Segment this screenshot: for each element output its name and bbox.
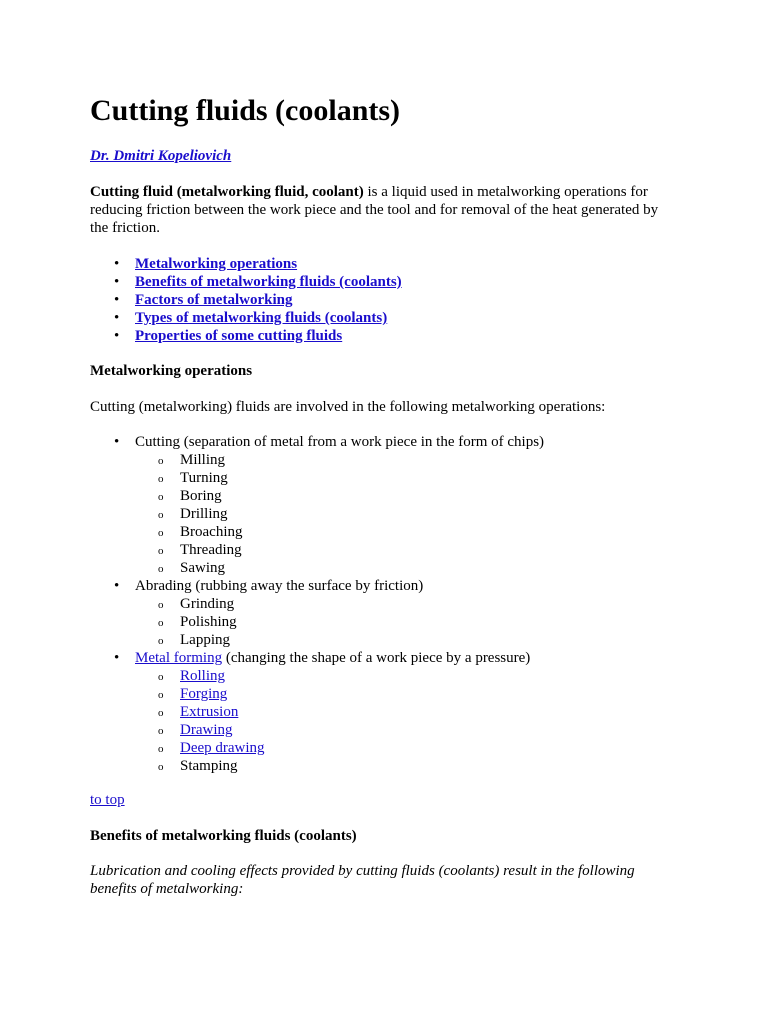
operation-label bbox=[135, 649, 544, 667]
toc-item bbox=[90, 255, 402, 273]
list-item: o Lapping bbox=[135, 631, 544, 649]
link-drawing[interactable]: Drawing bbox=[180, 722, 233, 738]
operation-sublist bbox=[135, 595, 544, 649]
list-item bbox=[135, 667, 544, 685]
link-rolling[interactable]: Rolling bbox=[180, 668, 226, 684]
operation-label: • Abrading (rubbing away the surface by friction) bbox=[135, 578, 424, 594]
list-item bbox=[135, 685, 544, 703]
toc-item bbox=[90, 327, 402, 345]
author-line bbox=[90, 147, 231, 165]
operation-item-cutting bbox=[90, 433, 544, 577]
toc-link-benefits[interactable]: Benefits of metalworking fluids (coolants) bbox=[135, 274, 402, 290]
list-item bbox=[135, 721, 544, 739]
toc-link-metalworking-operations[interactable]: Metalworking operations bbox=[135, 256, 298, 272]
list-item bbox=[135, 739, 544, 757]
operation-item-forming bbox=[90, 649, 544, 775]
metal-forming-link[interactable]: Metal forming bbox=[135, 650, 223, 666]
operation-item-abrading bbox=[90, 577, 544, 649]
operation-label-rest: (changing the shape of a work piece by a pressure) bbox=[222, 650, 531, 666]
section-paragraph-operations: Cutting (metalworking) fluids are involved in the following metalworking operations: bbox=[90, 399, 606, 415]
link-deep-drawing[interactable]: Deep drawing bbox=[180, 740, 265, 756]
link-extrusion[interactable]: Extrusion bbox=[180, 704, 239, 720]
operations-list bbox=[90, 433, 544, 775]
list-item: o Boring bbox=[135, 487, 544, 505]
operation-sublist bbox=[135, 451, 544, 577]
page-title: Cutting fluids (coolants) bbox=[90, 94, 401, 127]
intro-text: is a liquid used in metalworking operations for reducing friction between the work piece and the tool and for removal of the heat generated by the friction. bbox=[90, 184, 659, 236]
list-item: o Sawing bbox=[135, 559, 544, 577]
toc-link-properties[interactable]: Properties of some cutting fluids bbox=[135, 328, 343, 344]
list-item: o Turning bbox=[135, 469, 544, 487]
section-heading-operations: Metalworking operations bbox=[90, 363, 253, 379]
intro-paragraph bbox=[90, 183, 680, 237]
intro-term: Cutting fluid (metalworking fluid, coolant) bbox=[90, 184, 364, 200]
link-forging[interactable]: Forging bbox=[180, 686, 228, 702]
section-heading-benefits: Benefits of metalworking fluids (coolants) bbox=[90, 828, 357, 844]
list-item bbox=[135, 703, 544, 721]
list-item: o Threading bbox=[135, 541, 544, 559]
list-item: o Polishing bbox=[135, 613, 544, 631]
list-item: o Broaching bbox=[135, 523, 544, 541]
list-item: o Grinding bbox=[135, 595, 544, 613]
toc-link-types[interactable]: Types of metalworking fluids (coolants) bbox=[135, 310, 388, 326]
to-top-line bbox=[90, 791, 125, 809]
to-top-link[interactable]: to top bbox=[90, 792, 125, 808]
operation-label: • Cutting (separation of metal from a work piece in the form of chips) bbox=[135, 434, 545, 450]
operation-sublist bbox=[135, 667, 544, 775]
section-paragraph-benefits: Lubrication and cooling effects provided by cutting fluids (coolants) result in the following benefits of metalworking: bbox=[90, 863, 635, 897]
list-item: o Stamping bbox=[135, 757, 544, 775]
toc-item bbox=[90, 309, 402, 327]
list-item: o Drilling bbox=[135, 505, 544, 523]
toc-item bbox=[90, 291, 402, 309]
table-of-contents bbox=[90, 255, 402, 345]
list-item: o Milling bbox=[135, 451, 544, 469]
toc-item bbox=[90, 273, 402, 291]
author-link[interactable]: Dr. Dmitri Kopeliovich bbox=[90, 148, 232, 164]
toc-link-factors[interactable]: Factors of metalworking bbox=[135, 292, 293, 308]
